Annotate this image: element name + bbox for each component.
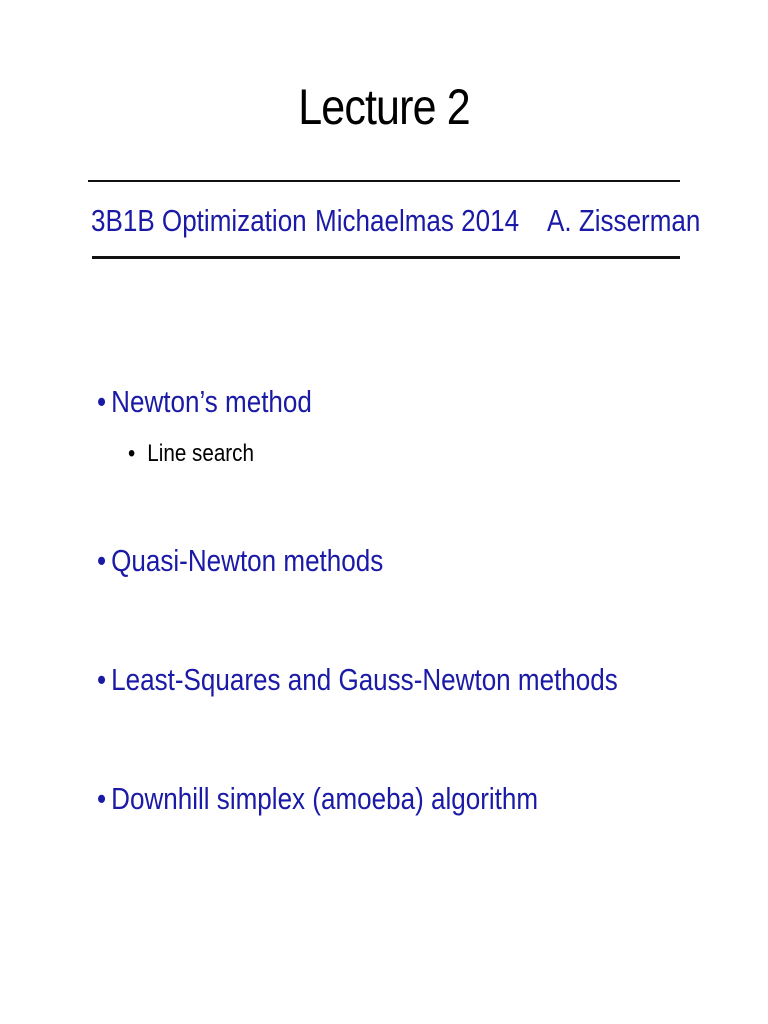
bullet-item-quasi-newton bbox=[97, 543, 383, 579]
bullet-text: Quasi-Newton methods bbox=[111, 543, 384, 578]
sub-bullet-item-line-search bbox=[128, 440, 254, 468]
bullet-dot: • bbox=[97, 543, 107, 578]
header-bottom-rule bbox=[92, 256, 680, 259]
course-name: 3B1B Optimization bbox=[91, 203, 307, 238]
bullet-item-newtons-method bbox=[97, 384, 312, 420]
author-name: A. Zisserman bbox=[547, 203, 701, 238]
bullet-dot: • bbox=[97, 384, 107, 419]
bullet-dot: • bbox=[97, 662, 107, 697]
slide-title: Lecture 2 bbox=[298, 79, 470, 135]
sub-bullet-text: Line search bbox=[147, 440, 254, 467]
bullet-item-downhill-simplex bbox=[97, 781, 538, 817]
bullet-text: Downhill simplex (amoeba) algorithm bbox=[111, 781, 539, 816]
bullet-text: Newton’s method bbox=[111, 384, 312, 419]
sub-bullet-dot: • bbox=[128, 440, 136, 467]
bullet-dot: • bbox=[97, 781, 107, 816]
header-top-rule bbox=[88, 180, 680, 182]
term-label: Michaelmas 2014 bbox=[315, 203, 520, 238]
bullet-text: Least-Squares and Gauss-Newton methods bbox=[111, 662, 618, 697]
bullet-item-least-squares bbox=[97, 662, 618, 698]
